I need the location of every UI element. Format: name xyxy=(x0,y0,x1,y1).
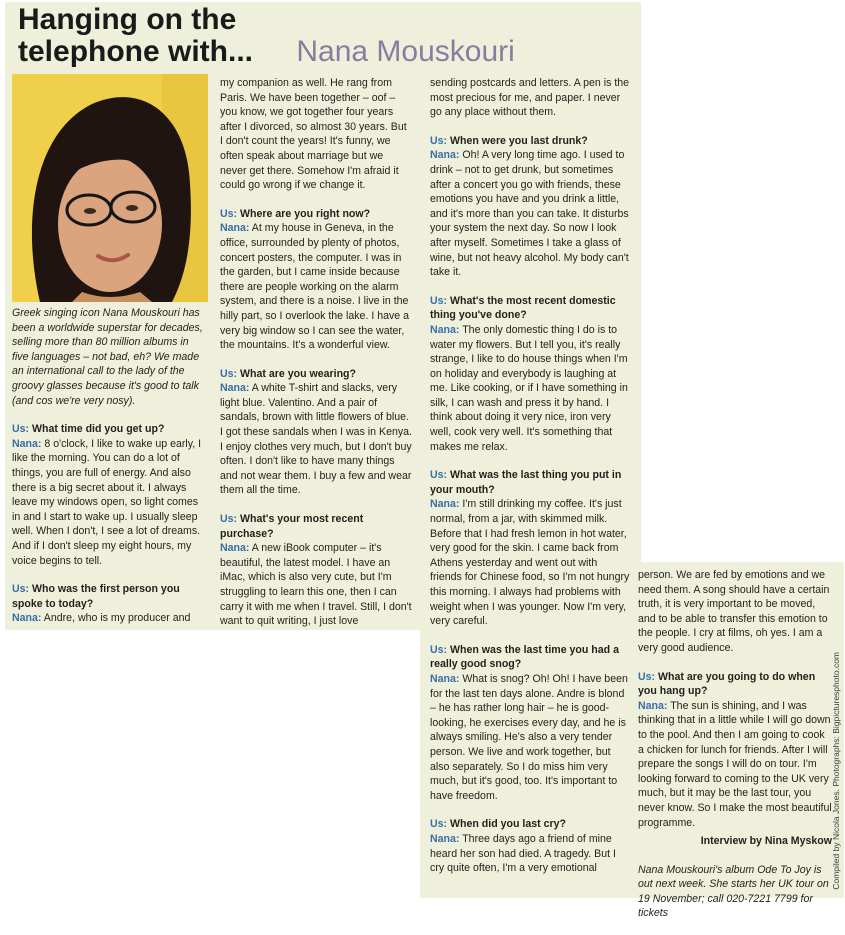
q10-question: When did you last cry? xyxy=(450,818,566,831)
footer-note: Nana Mouskouri's album Ode To Joy is out next week. She starts her UK tour on 19 November; call 020-7221 7799 for tickets xyxy=(638,863,829,920)
q7-answer: The only domestic thing I do is to water my flowers. But I tell you, it's really strange, I like to do house things when I'm on holiday and everybody is laughing at me. Like cooking, or if I have something in silk, I can wash and press it by hand. I think about doing it very nice, iron very well, cook very well. It's something that makes me relax. xyxy=(430,323,628,453)
q2-us-label: Us: xyxy=(12,583,30,596)
q4-answer: A white T-shirt and slacks, very light blue. Valentino. And a pair of sandals, brown with little flowers of blue. I got these sandals when I was in Kenya. I enjoy clothes very much, but I don't buy often. I don't like to have many things and not wear them. I buy a few and wear them all the time. xyxy=(220,382,412,497)
q11-answer: The sun is shining, and I was thinking that in a little while I will go down to the pool. And then I am going to cook a chicken for lunch for friends. After I will prepare the songs I will do on tour. I'm looking forward to coming to the UK very much, but it may be the last tour, you never know. So I make the most beautiful programme. xyxy=(638,699,832,829)
headline xyxy=(18,4,515,68)
q6-question: When were you last drunk? xyxy=(450,134,588,147)
q8-us-label: Us: xyxy=(430,469,448,482)
q2-nana-label: Nana: xyxy=(12,612,42,625)
q2-answer-cont: my companion as well. He rang from Paris. We have been together – oof – you know, we got together four years after I divorced, so almost 30 years. But I don't count the years! It's funny, we often speak about marriage but we never get there. Somehow I'm afraid it could go wrong if we change it. xyxy=(220,77,407,192)
clipping-background-notch xyxy=(620,2,641,72)
q4-us-label: Us: xyxy=(220,367,238,380)
q9-answer: What is snog? Oh! Oh! I have been for the last ten days alone. Andre is blond – he has rather long hair – he is good-looking, he exercises every day, and he is always smiling. He's also a very tender person. We live and work together, but also separately. So I do miss him very much, but it's good, too. It's important to have freedom. xyxy=(430,672,628,802)
q5-question: What's your most recent purchase? xyxy=(220,513,364,540)
column-2 xyxy=(220,76,412,643)
q1-us-label: Us: xyxy=(12,423,30,436)
portrait-photo xyxy=(12,74,208,302)
q3-us-label: Us: xyxy=(220,207,238,220)
photo-credit: Compiled by Nicola Jones. Photographs: Bigpicturesphoto.com xyxy=(831,652,841,890)
q7-question: What's the most recent domestic thing you've done? xyxy=(430,294,616,322)
q8-answer: I'm still drinking my coffee. It's just normal, from a jar, with skimmed milk. Before that I had fresh lemon in hot water, very good for the skin. I came back from Athens yesterday and went out with friends for Chinese food, so I'm not hungry this morning. I always had problems with weight when I was younger. Now I'm very, very careful. xyxy=(430,498,630,628)
q3-nana-label: Nana: xyxy=(220,222,250,235)
q10-nana-label: Nana: xyxy=(430,832,460,845)
q5-answer-start: A new iBook computer – it's beautiful, the latest model. I have an iMac, which is also very cute, but I'm struggling to learn this one, then I can carry it with me when I travel. Still, I don't want to quit writing, I just love xyxy=(220,542,412,628)
q1-nana-label: Nana: xyxy=(12,437,42,450)
q9-nana-label: Nana: xyxy=(430,672,460,685)
q9-question: When was the last time you had a really good snog? xyxy=(430,643,619,671)
q4-question: What are you wearing? xyxy=(240,367,356,380)
q1-answer: 8 o'clock, I like to wake up early, I like the morning. You can do a lot of things, you are full of energy. And also there is a big secret about it. I always leave my windows open, so light comes in and I start to wake up. I usually sleep well. When I don't, I see a lot of dreams. And if I don't sleep my eight hours, my voice begins to tell. xyxy=(12,437,202,567)
q9-us-label: Us: xyxy=(430,643,448,656)
q11-us-label: Us: xyxy=(638,670,656,683)
headline-name: Nana Mouskouri xyxy=(296,35,515,68)
q6-answer: Oh! A very long time ago. I used to drink – not to get drunk, but sometimes after a concert you go with friends, these emotions you have and you drink a little, and it's more than you can take. It disturbs your system the next day. So now I look after myself. Sometimes I take a glass of wine, but not heavy alcohol. My body can't take it. xyxy=(430,149,629,279)
column-3 xyxy=(430,76,630,890)
q5-answer-cont: sending postcards and letters. A pen is the most precious for me, and paper. I never go any place without them. xyxy=(430,77,630,119)
byline: Interview by Nina Myskow xyxy=(700,835,832,848)
column-1 xyxy=(12,306,208,640)
q10-us-label: Us: xyxy=(430,818,448,831)
q7-nana-label: Nana: xyxy=(430,323,460,336)
headline-main: Hanging on the telephone with... xyxy=(18,3,254,68)
q3-answer: At my house in Geneva, in the office, surrounded by plenty of photos, concert posters, the computer. I was in the garden, but I came inside because there are people working on the alarm system, and there is a noise. I live in the hilly part, so I overlook the lake. I have a very big window so I can see the water, the mountains. It's a wonderful view. xyxy=(220,222,410,352)
intro-caption: Greek singing icon Nana Mouskouri has been a worldwide superstar for decades, selling more than 80 million albums in five languages – not bad, eh? We made an international call to the lady of the groovy glasses because it's good to talk (and cos we're very nosy). xyxy=(12,307,203,407)
q4-nana-label: Nana: xyxy=(220,382,250,395)
column-4 xyxy=(638,568,832,935)
q2-question: Who was the first person you spoke to today? xyxy=(12,583,180,610)
q3-question: Where are you right now? xyxy=(240,207,371,220)
q6-nana-label: Nana: xyxy=(430,149,460,162)
q2-answer-start: Andre, who is my producer and xyxy=(43,612,191,625)
q7-us-label: Us: xyxy=(430,294,448,307)
q11-question: What are you going to do when you hang up? xyxy=(638,670,816,698)
q6-us-label: Us: xyxy=(430,134,448,147)
q8-question: What was the last thing you put in your mouth? xyxy=(430,469,622,496)
q10-answer-cont: person. We are fed by emotions and we need them. A song should have a certain truth, it is very important to be moved, and to be able to transfer this emotion to the people. I cry at films, oh yes. I am a very good audience. xyxy=(638,569,830,654)
q11-nana-label: Nana: xyxy=(638,699,668,712)
q10-answer-start: Three days ago a friend of mine heard her son had died. A tragedy. But I cry quite often, I'm a very emotional xyxy=(430,832,616,875)
q1-question: What time did you get up? xyxy=(32,423,165,436)
q8-nana-label: Nana: xyxy=(430,498,460,511)
q5-nana-label: Nana: xyxy=(220,542,250,555)
q5-us-label: Us: xyxy=(220,513,238,526)
